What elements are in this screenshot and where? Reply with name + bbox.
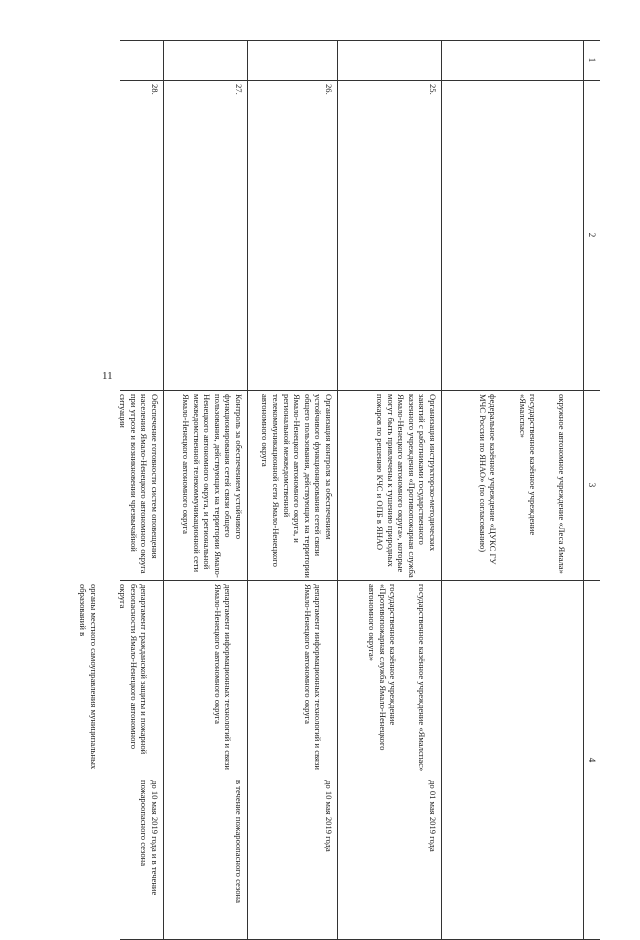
row-divider <box>337 40 338 940</box>
header-col-4: 4 <box>583 580 600 940</box>
row-divider <box>163 40 164 940</box>
row-number: 27. <box>234 84 244 95</box>
activity-text: Организация контроля за обеспечением устойчивого функционирования сетей связи общего пользования, действующих на территории Ямало-Ненецкого автономного округа, и региональной межведомственной телекоммуникационной сети Ямало-Ненецкого автономного округа <box>260 394 334 578</box>
column-divider <box>120 80 600 81</box>
executor-text: департамент информационных технологий и связи Ямало-Ненецкого автономного округа <box>212 584 234 770</box>
row-executors <box>340 584 438 772</box>
header-col-2: 2 <box>583 80 600 390</box>
executor-text: органы местного самоуправления муниципальных образований в <box>78 584 100 770</box>
executor-text: государственное казённое учреждение «Ямалспас» <box>517 394 539 536</box>
activity-text: Обеспечение готовности систем оповещения населения Ямало-Ненецкого автономного округа при угрозе и возникновении чрезвычайной ситуации <box>118 394 160 574</box>
row-divider <box>441 40 442 940</box>
activity-text: Контроль за обеспечением устойчивого функционирования сетей связи общего пользования, действующих на территории Ямало-Ненецкого автономного округа, и региональной межведомственной телекоммуникационной сети Ямало-Ненецкого автономного округа <box>181 394 244 578</box>
row-executors <box>78 584 160 772</box>
row-number: 28. <box>150 84 160 95</box>
deadline-text: до 10 мая 2019 года <box>324 780 334 852</box>
activity-text: Организация инструкторско-методических занятий с работниками государственного казенного учреждения «Противопожарная служба Ямало-Ненецкого автономного округа», которые могут быть привлечены к тушению природных пожаров по решению КЧС и ОПБ в ЯНАО <box>375 394 438 578</box>
executor-text: федеральное казённое учреждение «ЦУКС ГУ МЧС России по ЯНАО» (по согласованию) <box>477 394 499 565</box>
continuation-executors <box>444 394 578 578</box>
row-executors <box>250 584 334 772</box>
executor-text: государственное казённое учреждение «Противопожарная служба Ямало-Ненецкого автономного округа» <box>367 584 399 751</box>
deadline-text: в течение пожароопасного сезона <box>234 780 244 903</box>
executor-text: департамент гражданской защиты и пожарной безопасности Ямало-Ненецкого автономного округа <box>118 584 150 755</box>
page-number: 11 <box>102 370 113 382</box>
row-number: 26. <box>324 84 334 95</box>
row-number: 25. <box>428 84 438 95</box>
row-executors <box>166 584 244 772</box>
executor-text: департамент информационных технологий и связи Ямало-Ненецкого автономного округа <box>302 584 324 770</box>
deadline-text: до 01 мая 2019 года <box>428 780 438 852</box>
executor-text: государственное казённое учреждение «Ямалспас» <box>417 584 428 772</box>
column-divider <box>120 390 600 391</box>
column-divider <box>120 580 600 581</box>
deadline-text: до 10 мая 2019 года и в течение пожароопасного сезона <box>139 780 160 896</box>
row-divider <box>247 40 248 940</box>
header-col-3: 3 <box>583 390 600 580</box>
executor-text: окружное автономное учреждение «Леса Ямала» <box>557 394 568 574</box>
table-border-left <box>120 40 600 41</box>
header-col-1: 1 <box>583 40 600 80</box>
